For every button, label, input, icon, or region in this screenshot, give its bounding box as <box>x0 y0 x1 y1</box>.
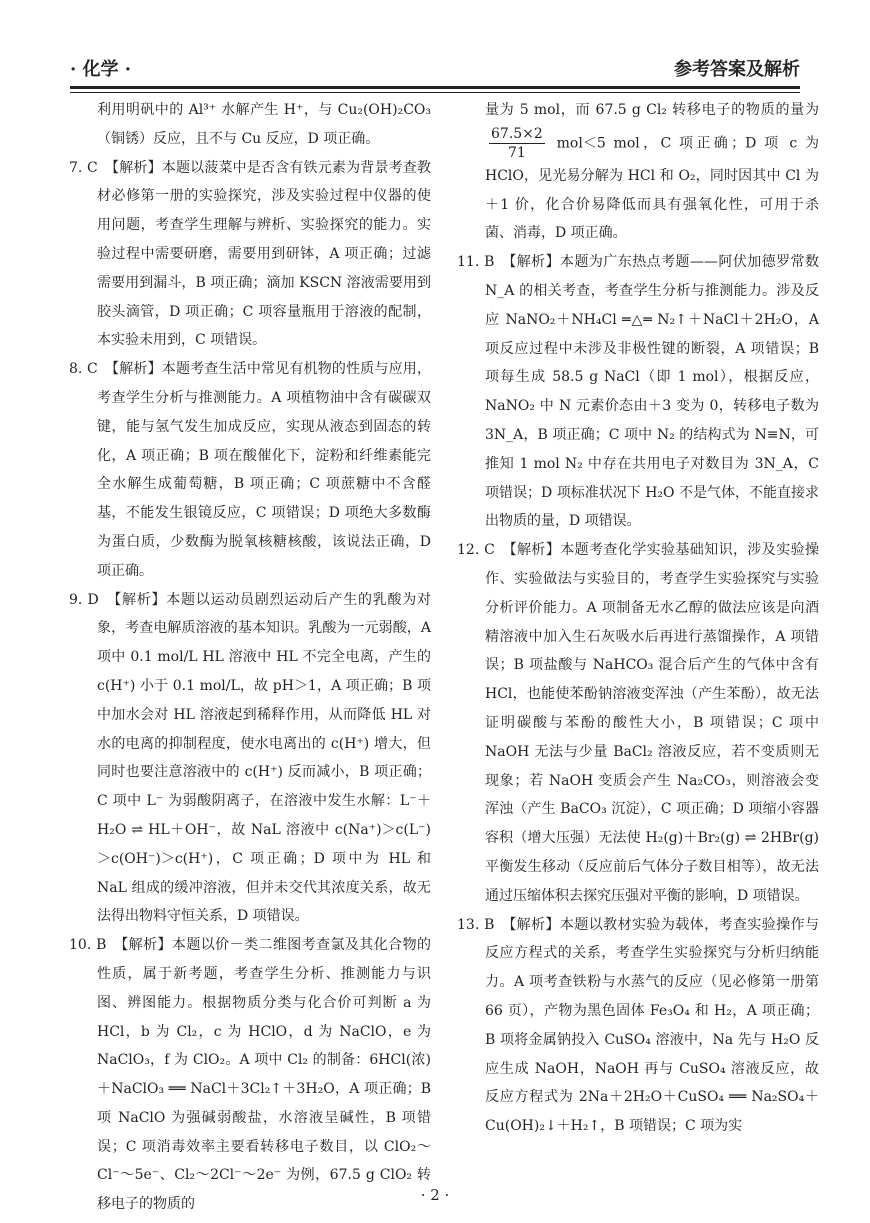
answer-item-10: 10. B 【解析】本题以价－类二维图考查氯及其化合物的性质，属于新考题，考查学生分析、推测能力与识图、辨图能力。根据物质分类与化合价可判断 a 为 HCl，b 为 Cl₂，c 为 HClO，d 为 NaClO，e 为 NaClO₃，f 为 ClO₂。A 项中 Cl₂ 的制备：6HCl(浓)＋NaClO₃ ══ NaCl＋3Cl₂↑＋3H₂O，A 项正确；B 项 NaClO 为强碱弱酸盐，水溶液呈碱性，B 项错误；C 项消毒效率主要看转移电子数目，以 ClO₂～Cl⁻～5e⁻、Cl₂～2Cl⁻～2e⁻ 为例，67.5 g ClO₂ 转移电子的物质的 <box>69 937 431 1213</box>
fraction-denominator: 71 <box>507 144 526 161</box>
answer-item-7: 7. C 【解析】本题以菠菜中是否含有铁元素为背景考查教材必修第一册的实验探究，涉及实验过程中仪器的使用问题，考查学生理解与辨析、实验探究的能力。实验过程中需要研磨，需要用到研钵，A 项正确；过滤需要用到漏斗，B 项正确；滴加 KSCN 溶液需要用到胶头滴管，D 项正确；C 项容量瓶用于溶液的配制，本实验未用到，C 项错误。 <box>69 159 431 349</box>
left-column <box>69 96 431 1219</box>
fraction <box>489 125 545 162</box>
answer-item-13: 13. B 【解析】本题以教材实验为载体，考查实验操作与反应方程式的关系，考查学生实验探究与分析归纳能力。A 项考查铁粉与水蒸气的反应（见必修第一册第 66 页），产物为黑色固体 Fe₃O₄ 和 H₂，A 项正确；B 项将金属钠投入 CuSO₄ 溶液中，Na 先与 H₂O 反应生成 NaOH，NaOH 再与 CuSO₄ 溶液反应，故反应方程式为 2Na＋2H₂O＋CuSO₄ ══ Na₂SO₄＋Cu(OH)₂↓＋H₂↑，B 项错误；C 项为实 <box>457 916 819 1135</box>
right-column <box>457 96 819 1141</box>
answer-item-12: 12. C 【解析】本题考查化学实验基础知识，涉及实验操作、实验做法与实验目的，考查学生实验探究与实验分析评价能力。A 项制备无水乙醇的做法应该是向酒精溶液中加入生石灰吸水后再进行蒸馏操作，A 项错误；B 项盐酸与 NaHCO₃ 混合后产生的气体中含有 HCl，也能使苯酚钠溶液变浑浊（产生苯酚），故无法证明碳酸与苯酚的酸性大小，B 项错误；C 项中 NaOH 无法与少量 BaCl₂ 溶液反应，若不变质则无现象；若 NaOH 变质会产生 Na₂CO₃，则溶液会变浑浊（产生 BaCO₃ 沉淀），C 项正确；D 项缩小容器容积（增大压强）无法使 H₂(g)＋Br₂(g) ⇌ 2HBr(g) 平衡发生移动（反应前后气体分子数目相等），故无法通过压缩体积去探究压强对平衡的影响，D 项错误。 <box>457 542 819 904</box>
header-rule-thin <box>70 92 800 93</box>
subject-title: · 化学 · <box>70 59 132 80</box>
fraction-numerator: 67.5×2 <box>491 125 543 142</box>
answer-item-9: 9. D 【解析】本题以运动员剧烈运动后产生的乳酸为对象，考查电解质溶液的基本知识。乳酸为一元弱酸，A 项中 0.1 mol/L HL 溶液中 HL 不完全电离，产生的 c(H⁺) 小于 0.1 mol/L，故 pH＞1，A 项正确；B 项中加水会对 HL 溶液起到稀释作用，从而降低 HL 对水的电离的抑制程度，使水电离出的 c(H⁺) 增大，但同时也要注意溶液中的 c(H⁺) 反而减小，B 项正确；C 项中 L⁻ 为弱酸阴离子，在溶液中发生水解：L⁻＋H₂O ⇌ HL＋OH⁻，故 NaL 溶液中 c(Na⁺)＞c(L⁻)＞c(OH⁻)＞c(H⁺)，C 项正确；D 项中为 HL 和 NaL 组成的缓冲溶液，但并未交代其浓度关系，故无法得出物料守恒关系，D 项错误。 <box>69 591 431 925</box>
text-after-fraction: mol＜5 mol，C 项正确；D 项 c 为 HClO，见光易分解为 HCl 和 O₂，同时因其中 Cl 为＋1 价，化合价易降低而具有强氧化性，可用于杀菌、消毒，D 项正确。 <box>485 135 819 242</box>
header-rule-thick <box>70 86 800 89</box>
paragraph-continuation: 利用明矾中的 Al³⁺ 水解产生 H⁺，与 Cu₂(OH)₂CO₃（铜锈）反应，且不与 Cu 反应，D 项正确。 <box>97 102 431 147</box>
page-number: · 2 · <box>420 1186 450 1204</box>
answer-item-11: 11. B 【解析】本题为广东热点考题——阿伏加德罗常数 N_A 的相关考查，考查学生分析与推测能力。涉及反应 NaNO₂＋NH₄Cl ═△═ N₂↑＋NaCl＋2H₂O，A 项反应过程中未涉及非极性键的断裂，A 项错误；B 项每生成 58.5 g NaCl（即 1 mol），根据反应，NaNO₂ 中 N 元素价态由＋3 变为 0，转移电子数为 3N_A，B 项正确；C 项中 N₂ 的结构式为 N≡N，可推知 1 mol N₂ 中存在共用电子对数目为 3N_A，C 项错误；D 项标准状况下 H₂O 不是气体，不能直接求出物质的量，D 项错误。 <box>457 254 819 530</box>
paragraph-continuation-10 <box>457 96 819 248</box>
text-before-fraction: 量为 5 mol，而 67.5 g Cl₂ 转移电子的物质的量为 <box>485 102 819 118</box>
section-title: 参考答案及解析 <box>674 59 800 80</box>
page-header <box>70 50 800 86</box>
answer-item-8: 8. C 【解析】本题考查生活中常见有机物的性质与应用，考查学生分析与推测能力。A 项植物油中含有碳碳双键，能与氢气发生加成反应，实现从液态到固态的转化，A 项正确；B 项在酸催化下，淀粉和纤维素能完全水解生成葡萄糖，B 项正确；C 项蔗糖中不含醛基，不能发生银镜反应，C 项错误；D 项绝大多数酶为蛋白质，少数酶为脱氧核糖核酸，该说法正确，D 项正确。 <box>69 361 431 579</box>
